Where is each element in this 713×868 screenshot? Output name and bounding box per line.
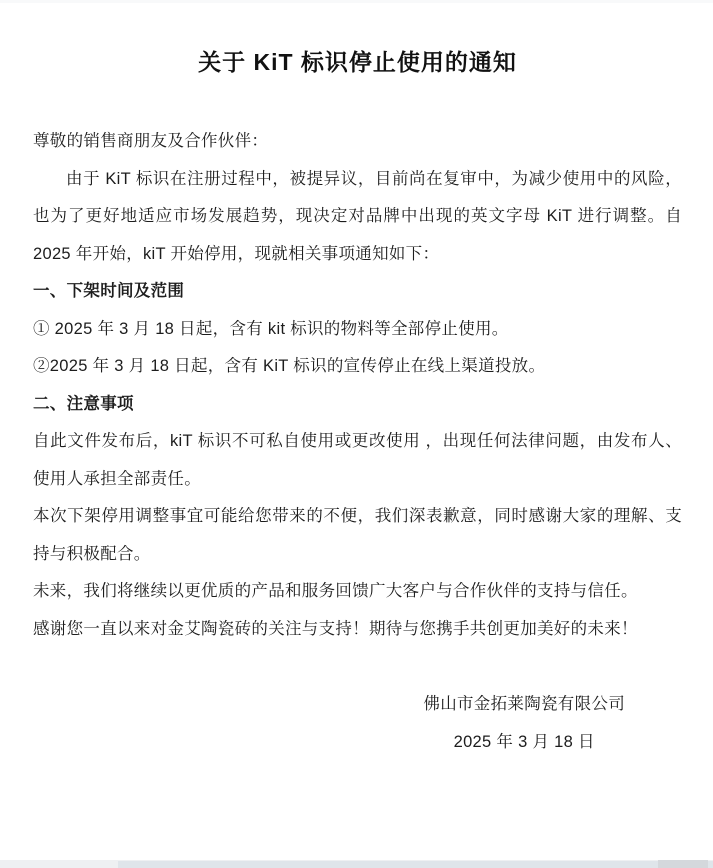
scrollbar-band[interactable]: [118, 861, 713, 868]
section-2-paragraph-2: 本次下架停用调整事宜可能给您带来的不便，我们深表歉意，同时感谢大家的理解、支持与积极配合。: [33, 507, 682, 563]
section-2-paragraph-4: 感谢您一直以来对金艾陶瓷砖的关注与支持！期待与您携手共创更加美好的未来！: [33, 619, 638, 638]
intro-paragraph: 由于 KiT 标识在注册过程中，被提异议，目前尚在复审中，为减少使用中的风险，也为了更好地适应市场发展趋势，现决定对品牌中出现的英文字母 KiT 进行调整。自 2025 年开始，kiT 开始停用，现就相关事项通知如下：: [33, 169, 682, 263]
section-2-paragraph-3: 未来，我们将继续以更优质的产品和服务回馈广大客户与合作伙伴的支持与信任。: [33, 582, 638, 600]
greeting-line: 尊敬的销售商朋友及合作伙伴：: [33, 132, 269, 150]
section-1-item-1: ① 2025 年 3 月 18 日起，含有 kit 标识的物料等全部停止使用。: [33, 319, 509, 338]
section-2-heading: 二、注意事项: [33, 394, 134, 413]
section-1-heading: 一、下架时间及范围: [33, 282, 185, 300]
signature-block: [423, 686, 625, 761]
signature-date: 2025 年 3 月 18 日: [453, 732, 595, 751]
scrollbar-thumb[interactable]: [658, 860, 708, 868]
section-1-item-2: ②2025 年 3 月 18 日起，含有 KiT 标识的宣传停止在线上渠道投放。: [33, 357, 546, 375]
document-title: 关于 KiT 标识停止使用的通知: [198, 49, 517, 75]
section-2-paragraph-1: 自此文件发布后，kiT 标识不可私自使用或更改使用 ，出现任何法律问题，由发布人、使用人承担全部责任。: [33, 432, 682, 488]
signature-company: 佛山市金拓莱陶瓷有限公司: [423, 695, 625, 713]
horizontal-scrollbar[interactable]: [0, 860, 713, 868]
